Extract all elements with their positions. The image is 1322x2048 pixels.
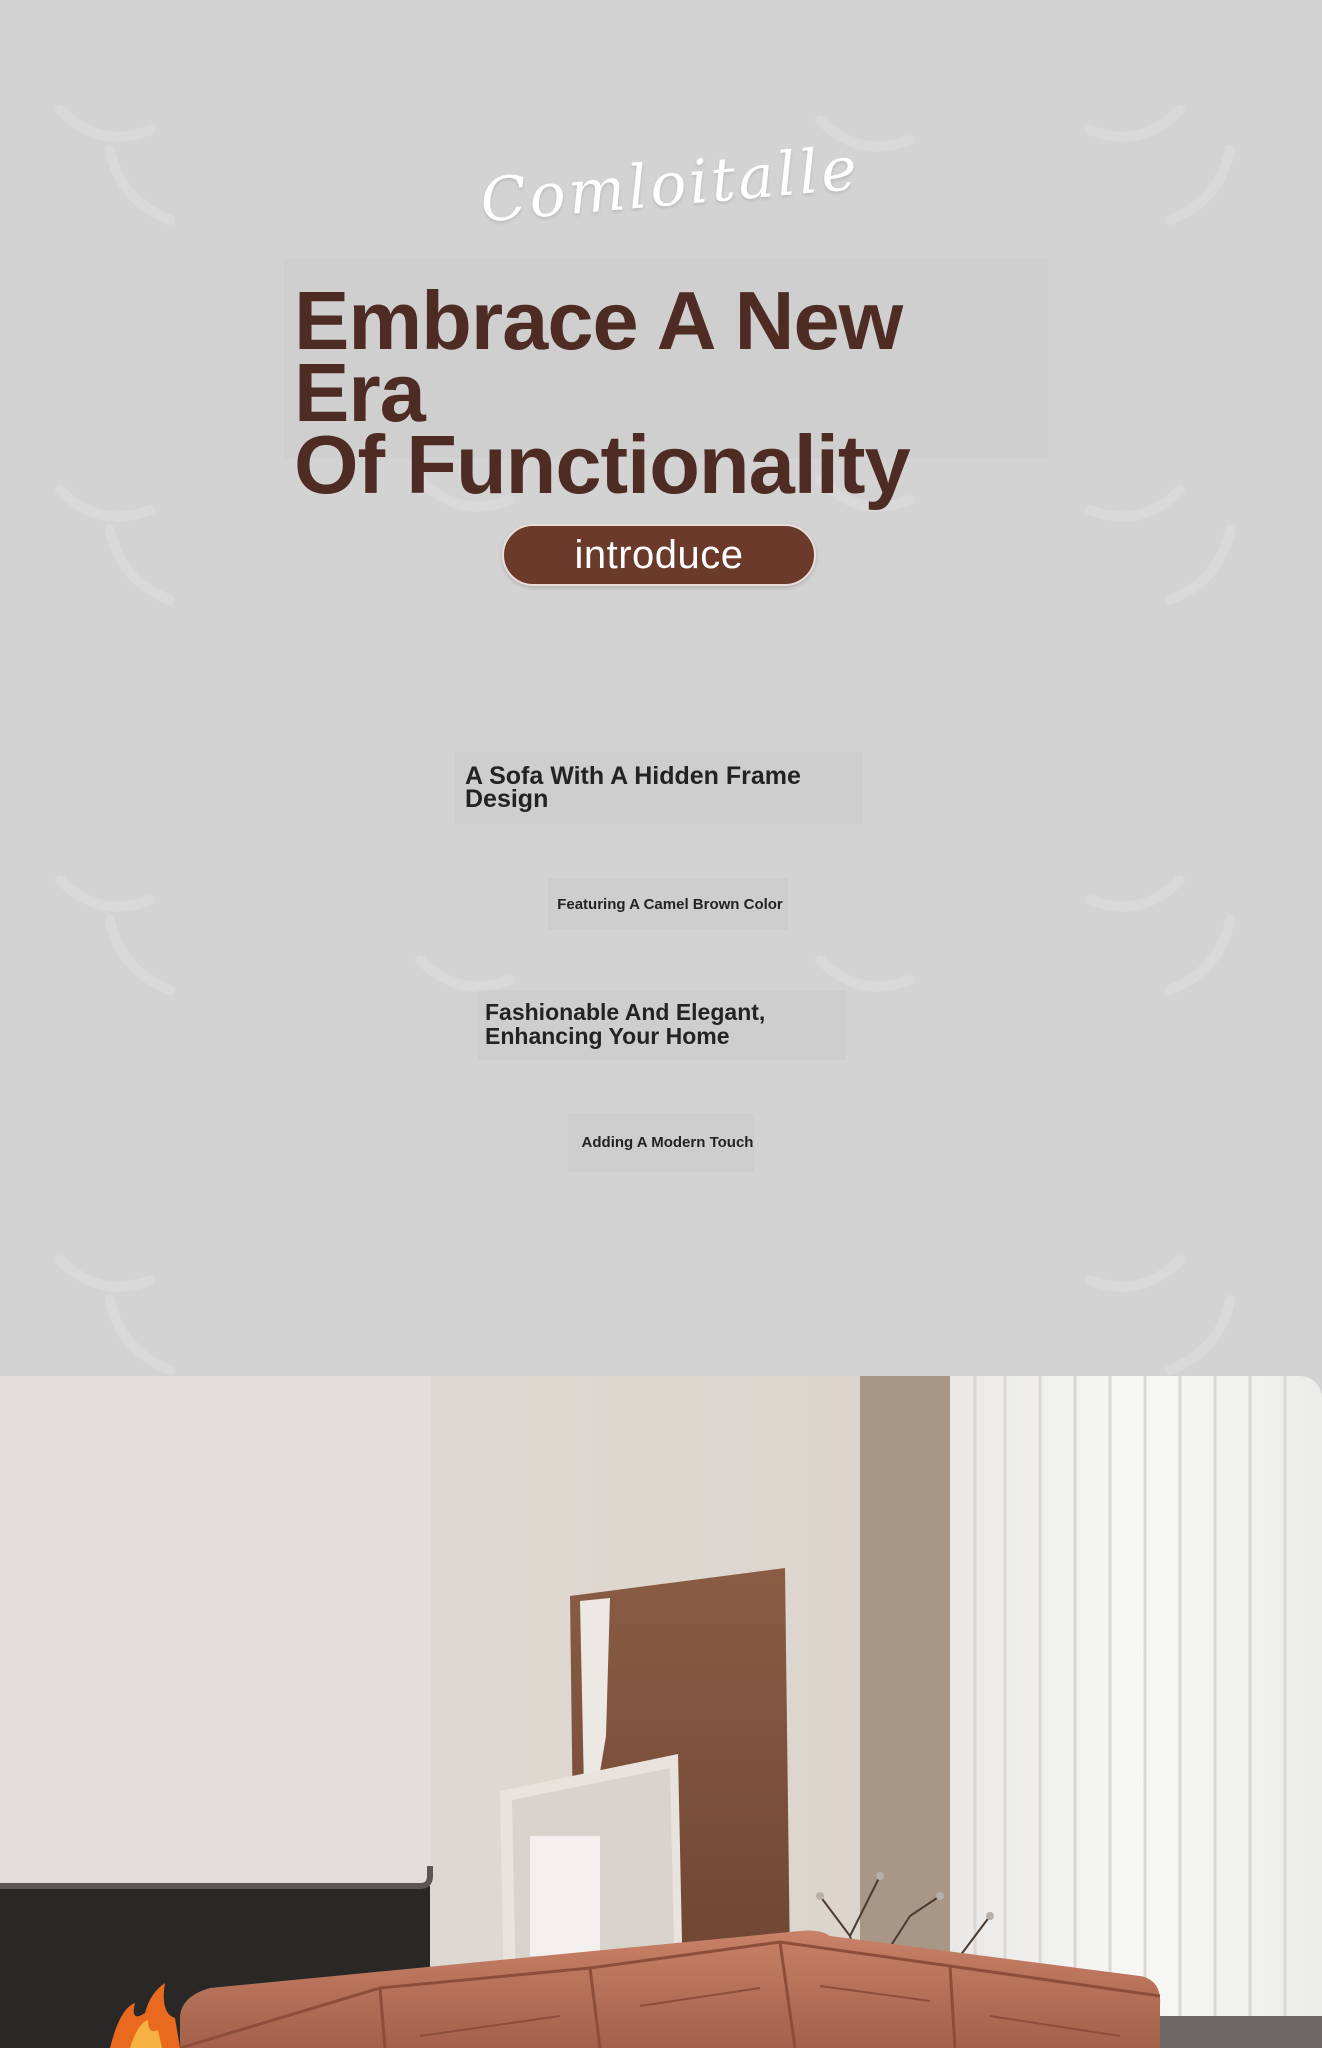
feature-hidden-frame: A Sofa With A Hidden Frame Design xyxy=(465,762,801,813)
brand-logo: Comloitalle xyxy=(477,133,863,237)
headline-line-1: Embrace A New Era xyxy=(294,274,903,439)
introduce-button[interactable]: introduce xyxy=(502,524,816,586)
feature-modern-touch: Adding A Modern Touch xyxy=(581,1134,754,1151)
feature-camel-brown: Featuring A Camel Brown Color xyxy=(557,896,783,913)
sofa-room-photo xyxy=(0,1376,1322,2048)
feature-fashionable: Fashionable And Elegant, Enhancing Your Home xyxy=(485,999,766,1049)
headline-line-2: Of Functionality xyxy=(294,418,910,511)
page-headline xyxy=(294,274,1054,511)
